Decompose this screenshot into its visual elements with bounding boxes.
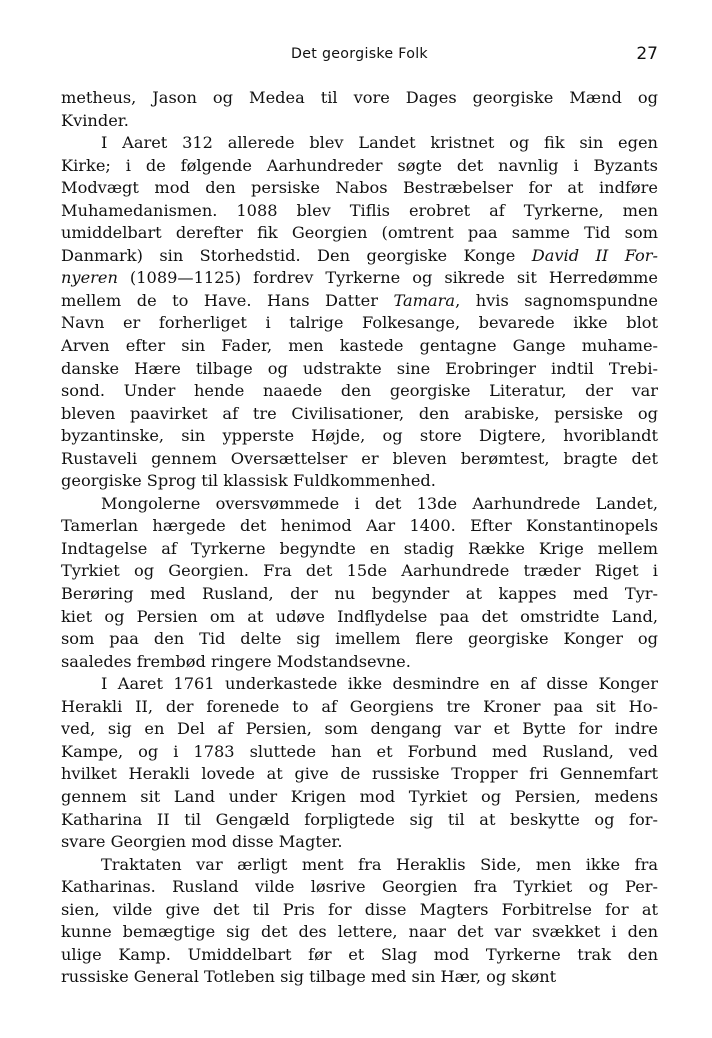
text-line: Rustaveli gennem Oversættelser er bleven berømtest, bragte det <box>61 448 658 468</box>
text-line: kiet og Persien om at udøve Indflydelse paa det omstridte Land, <box>61 606 658 626</box>
text-line: byzantinske, sin ypperste Højde, og store Digtere, hvoriblandt <box>61 426 658 446</box>
text-line: Katharinas. Rusland vilde løsrive Georgien fra Tyrkiet og Per- <box>61 877 658 897</box>
text-line: russiske General Totleben sig tilbage med sin Hær, og skønt <box>61 967 557 987</box>
text-line: Tyrkiet og Georgien. Fra det 15de Aarhundrede træder Riget i <box>61 561 658 581</box>
text-line: Muhamedanismen. 1088 blev Tiflis erobret af Tyrkerne, men <box>61 200 658 220</box>
text-line: Danmark) sin Storhedstid. Den georgiske Konge David II For- <box>61 245 658 265</box>
text-line: hvilket Herakli lovede at give de russiske Tropper fri Gennemfart <box>61 764 658 784</box>
text-line: I Aaret 312 allerede blev Landet kristnet og fik sin egen <box>101 133 658 153</box>
text-line: Indtagelse af Tyrkerne begyndte en stadig Række Krige mellem <box>61 538 658 558</box>
text-line: Kvinder. <box>61 110 129 130</box>
paragraph <box>61 673 658 853</box>
text-line: Traktaten var ærligt ment fra Heraklis Side, men ikke fra <box>101 854 658 874</box>
paragraph <box>61 87 658 132</box>
running-header <box>61 44 658 74</box>
text-line: sond. Under hende naaede den georgiske Literatur, der var <box>61 381 658 401</box>
text-line: Berøring med Rusland, der nu begynder at kappes med Tyr- <box>61 584 658 604</box>
text-line: Mongolerne oversvømmede i det 13de Aarhundrede Landet, <box>101 493 658 513</box>
text-line: bleven paavirket af tre Civilisationer, den arabiske, persiske og <box>61 403 658 423</box>
paragraph <box>61 493 658 673</box>
page-number: 27 <box>636 44 658 64</box>
text-line: Navn er forherliget i talrige Folkesange, bevarede ikke blot <box>61 313 658 333</box>
text-line: ulige Kamp. Umiddelbart før et Slag mod Tyrkerne trak den <box>61 944 658 964</box>
text-line: gennem sit Land under Krigen mod Tyrkiet og Persien, medens <box>61 786 658 806</box>
text-line: Tamerlan hærgede det henimod Aar 1400. Efter Konstantinopels <box>61 516 658 536</box>
text-line: kunne bemægtige sig det des lettere, naar det var svækket i den <box>61 922 658 942</box>
text-line: georgiske Sprog til klassisk Fuldkommenhed. <box>61 471 436 491</box>
text-line: sien, vilde give det til Pris for disse Magters Forbitrelse for at <box>61 899 658 919</box>
text-line: saaledes frembød ringere Modstandsevne. <box>61 651 411 671</box>
text-line: Modvægt mod den persiske Nabos Bestræbelser for at indføre <box>61 178 658 198</box>
running-title: Det georgiske Folk <box>291 46 428 62</box>
text-line: Arven efter sin Fader, men kastede gentagne Gange muhame- <box>61 336 658 356</box>
text-line: ved, sig en Del af Persien, som dengang var et Bytte for indre <box>61 719 658 739</box>
text-line: Kampe, og i 1783 sluttede han et Forbund med Rusland, ved <box>61 741 658 761</box>
text-line: I Aaret 1761 underkastede ikke desmindre en af disse Konger <box>101 674 658 694</box>
text-line: Kirke; i de følgende Aarhundreder søgte det navnlig i Byzants <box>61 155 658 175</box>
paragraph <box>61 854 658 989</box>
body-text <box>61 87 658 989</box>
paragraph <box>61 132 658 493</box>
text-line: umiddelbart derefter fik Georgien (omtrent paa samme Tid som <box>61 223 658 243</box>
text-line: Katharina II til Gengæld forpligtede sig til at beskytte og for- <box>61 809 658 829</box>
text-line: som paa den Tid delte sig imellem flere georgiske Konger og <box>61 629 658 649</box>
book-page <box>61 44 658 989</box>
text-line: metheus, Jason og Medea til vore Dages georgiske Mænd og <box>61 88 658 107</box>
text-line: mellem de to Have. Hans Datter Tamara, hvis sagnomspundne <box>61 290 658 310</box>
text-line: Herakli II, der forenede to af Georgiens tre Kroner paa sit Ho- <box>61 696 658 716</box>
text-line: danske Hære tilbage og udstrakte sine Erobringer indtil Trebi- <box>61 358 658 378</box>
text-line: svare Georgien mod disse Magter. <box>61 832 343 852</box>
text-line: nyeren (1089—1125) fordrev Tyrkerne og sikrede sit Herredømme <box>61 268 658 288</box>
